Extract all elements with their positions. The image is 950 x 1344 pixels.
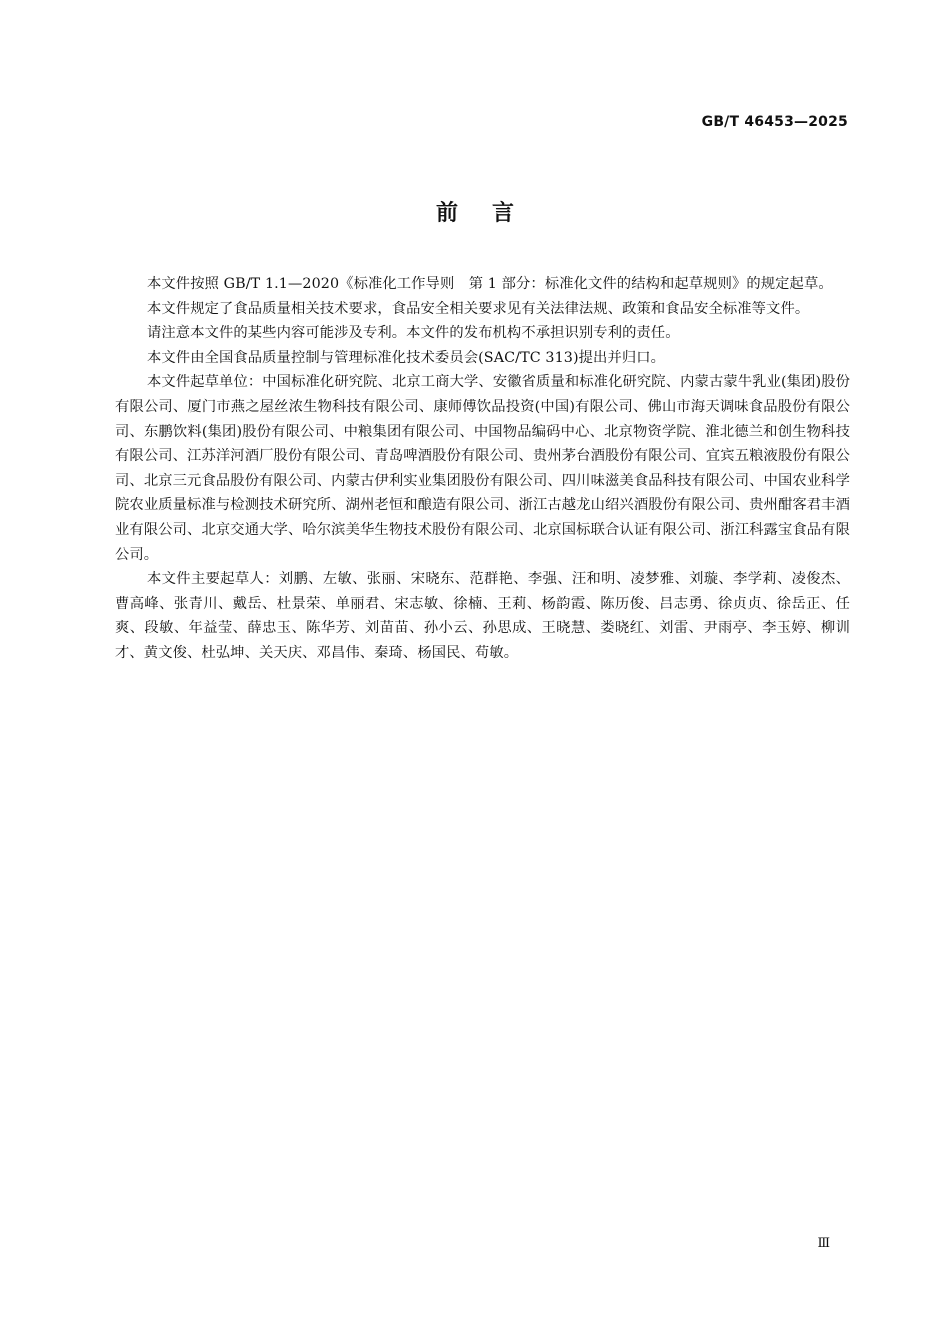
standard-number: GB/T 46453—2025	[701, 114, 848, 130]
paragraph-drafting-units: 本文件起草单位：中国标准化研究院、北京工商大学、安徽省质量和标准化研究院、内蒙古蒙牛乳业(集团)股份有限公司、厦门市燕之屋丝浓生物科技有限公司、康师傅饮品投资(中国)有限公司、佛山市海天调味食品股份有限公司、东鹏饮料(集团)股份有限公司、中粮集团有限公司、中国物品编码中心、北京物资学院、淮北德兰和创生物科技有限公司、江苏洋河酒厂股份有限公司、青岛啤酒股份有限公司、贵州茅台酒股份有限公司、宜宾五粮液股份有限公司、北京三元食品股份有限公司、内蒙古伊利实业集团股份有限公司、四川味滋美食品科技有限公司、中国农业科学院农业质量标准与检测技术研究所、湖州老恒和酿造有限公司、浙江古越龙山绍兴酒股份有限公司、贵州酣客君丰酒业有限公司、北京交通大学、哈尔滨美华生物技术股份有限公司、北京国标联合认证有限公司、浙江科露宝食品有限公司。	[115, 374, 850, 563]
page-title: 前言	[435, 201, 548, 226]
paragraph-patent-notice: 请注意本文件的某些内容可能涉及专利。本文件的发布机构不承担识别专利的责任。	[147, 325, 680, 342]
paragraph-drafting-rules: 本文件按照 GB/T 1.1—2020《标准化工作导则 第 1 部分：标准化文件的结构和起草规则》的规定起草。	[147, 276, 833, 292]
paragraph-drafters: 本文件主要起草人：刘鹏、左敏、张丽、宋晓东、范群艳、李强、汪和明、凌梦雅、刘璇、李学莉、凌俊杰、曹高峰、张青川、戴岳、杜景荣、单丽君、宋志敏、徐楠、王莉、杨韵霞、陈历俊、吕志勇、徐贞贞、徐岳正、任爽、段敏、年益莹、薛忠玉、陈华芳、刘苗苗、孙小云、孙思成、王晓慧、娄晓红、刘雷、尹雨亭、李玉婷、柳训才、黄文俊、杜弘坤、关天庆、邓昌伟、秦琦、杨国民、苟敏。	[115, 571, 850, 661]
document-body	[115, 272, 850, 666]
paragraph-scope: 本文件规定了食品质量相关技术要求，食品安全相关要求见有关法律法规、政策和食品安全标准等文件。	[147, 300, 810, 317]
page-number: Ⅲ	[817, 1236, 830, 1251]
paragraph-proposer: 本文件由全国食品质量控制与管理标准化技术委员会(SAC/TC 313)提出并归口。	[147, 349, 666, 366]
